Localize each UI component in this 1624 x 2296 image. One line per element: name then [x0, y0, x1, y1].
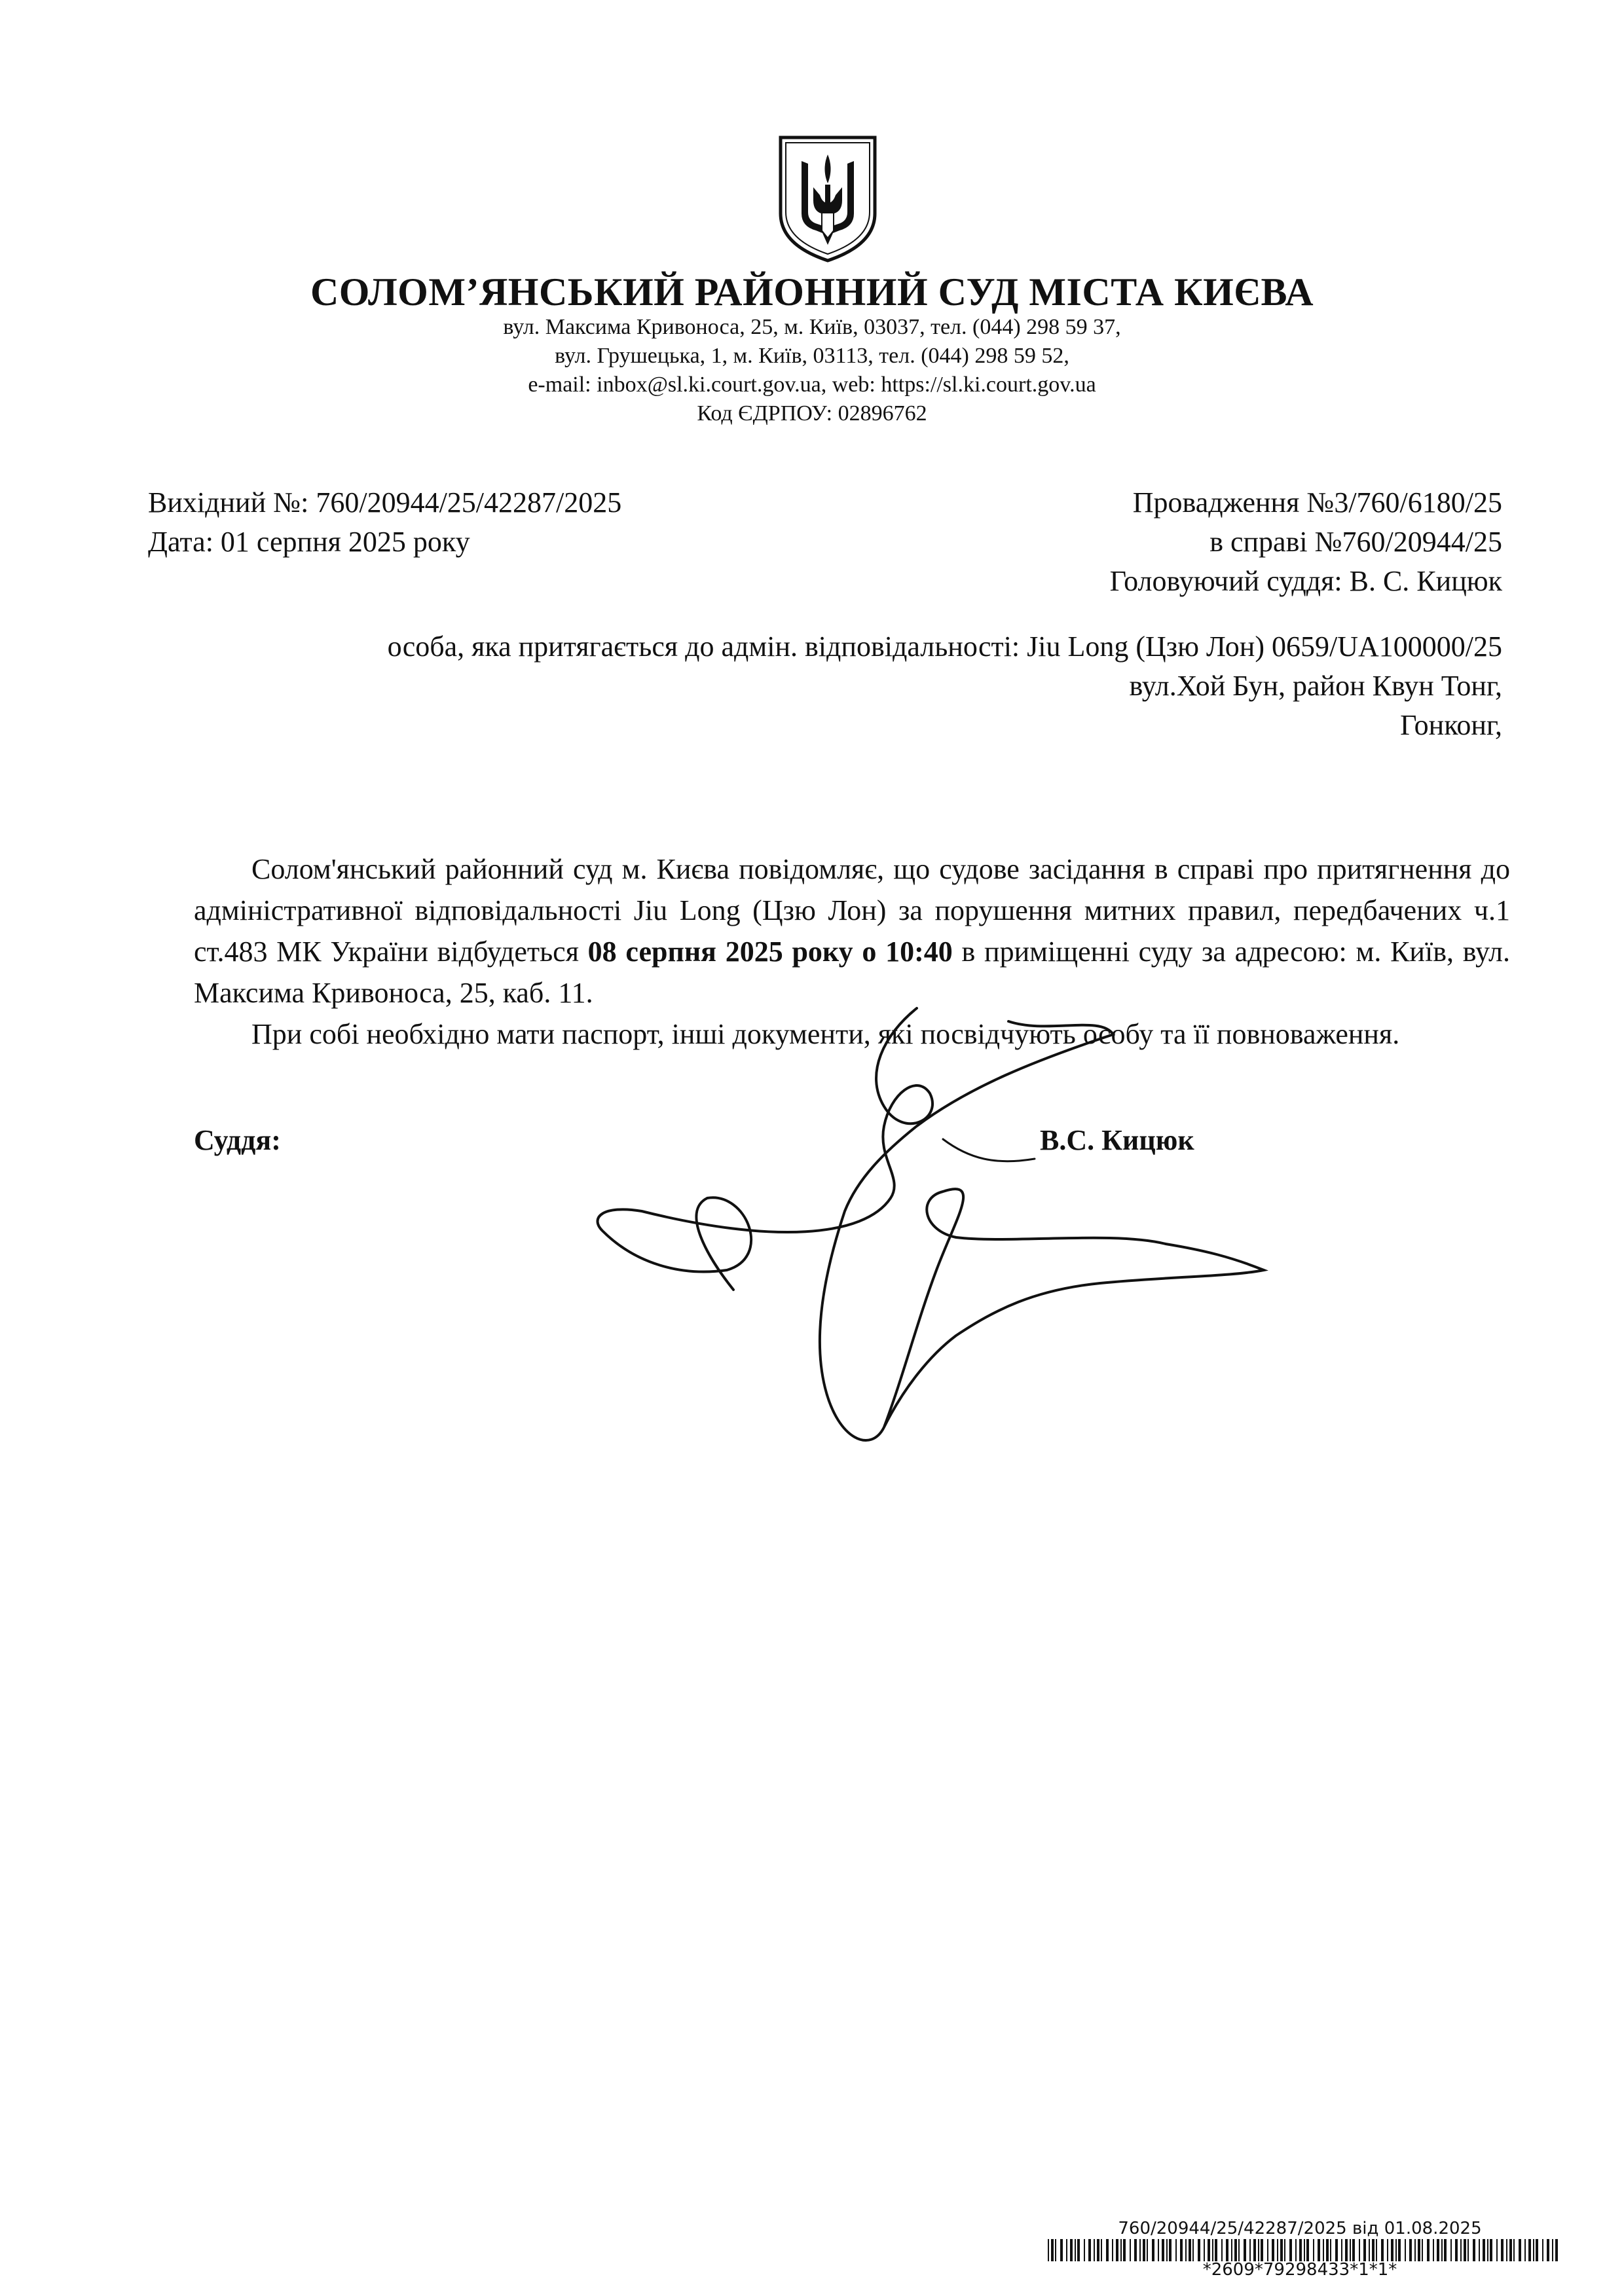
barcode-bar — [1204, 2239, 1205, 2261]
barcode-bar — [1391, 2239, 1393, 2261]
barcode-bar — [1192, 2239, 1194, 2261]
barcode-bar — [1473, 2239, 1475, 2261]
barcode-bar — [1479, 2239, 1480, 2261]
barcode-bar — [1304, 2239, 1305, 2261]
presiding-judge: Головуючий суддя: В. С. Кицюк — [1109, 565, 1502, 597]
barcode-bar — [1519, 2239, 1521, 2261]
barcode-bar — [1542, 2239, 1543, 2261]
barcode-bar — [1143, 2239, 1145, 2261]
barcode-bar — [1487, 2239, 1488, 2261]
barcode-bar — [1395, 2239, 1397, 2261]
barcode-bar — [1450, 2239, 1452, 2261]
barcode-bar — [1536, 2239, 1538, 2261]
barcode-bar — [1350, 2239, 1351, 2261]
barcode-bar — [1147, 2239, 1148, 2261]
barcode-bar — [1180, 2239, 1183, 2261]
barcode-bar — [1238, 2239, 1240, 2261]
barcode-bar — [1258, 2239, 1259, 2261]
barcode-bar — [1185, 2239, 1187, 2261]
barcode-bar — [1139, 2239, 1141, 2261]
barcode-bar — [1555, 2239, 1558, 2261]
barcode-bar — [1330, 2239, 1331, 2261]
barcode-code: *2609*79298433*1*1* — [1202, 2260, 1397, 2280]
barcode-bar — [1376, 2239, 1377, 2261]
case-number: в справі №760/20944/25 — [1209, 526, 1502, 558]
barcode-bar — [1363, 2239, 1366, 2261]
barcode-bar — [1272, 2239, 1274, 2261]
barcode-bar — [1335, 2239, 1338, 2261]
barcode-bar — [1101, 2239, 1102, 2261]
barcode-bar — [1460, 2239, 1462, 2261]
barcode-bar — [1130, 2239, 1131, 2261]
barcode-bar — [1158, 2239, 1159, 2261]
handwritten-signature — [576, 995, 1310, 1506]
barcode-bar — [1513, 2239, 1515, 2261]
barcode-bar — [1326, 2239, 1329, 2261]
barcode-bar — [1280, 2239, 1283, 2261]
barcode-bar — [1398, 2239, 1401, 2261]
barcode-bar — [1112, 2239, 1113, 2261]
barcode-bar — [1483, 2239, 1485, 2261]
barcode-bar — [1496, 2239, 1498, 2261]
barcode-bar — [1455, 2239, 1458, 2261]
barcode-bar — [1094, 2239, 1095, 2261]
barcode-bar — [1490, 2239, 1492, 2261]
barcode-bar — [1267, 2239, 1268, 2261]
court-name: СОЛОМ’ЯНСЬКИЙ РАЙОННИЙ СУД МІСТА КИЄВА — [310, 270, 1314, 314]
barcode-bar — [1070, 2239, 1073, 2261]
barcode-bar — [1323, 2239, 1324, 2261]
barcode-bar — [1524, 2239, 1526, 2261]
barcode-bar — [1088, 2239, 1091, 2261]
judge-name: В.С. Кицюк — [1040, 1124, 1194, 1156]
barcode-bar — [1299, 2239, 1302, 2261]
barcode-bar — [1226, 2239, 1228, 2261]
court-edrpou-line: Код ЄДРПОУ: 02896762 — [697, 401, 927, 426]
barcode-bar — [1123, 2239, 1126, 2261]
barcode-bar — [1116, 2239, 1118, 2261]
barcode-bar — [1221, 2239, 1223, 2261]
barcode-bar — [1075, 2239, 1076, 2261]
barcode-bar — [1249, 2239, 1251, 2261]
barcode-bar — [1295, 2239, 1297, 2261]
trident-icon — [777, 135, 879, 263]
barcode-bar — [1467, 2239, 1469, 2261]
barcode-bar — [1055, 2239, 1056, 2261]
barcode-bar — [1084, 2239, 1085, 2261]
barcode-bar — [1106, 2239, 1109, 2261]
barcode-bar — [1433, 2239, 1434, 2261]
barcode-bar — [1506, 2239, 1507, 2261]
notice-paragraph-1 — [194, 848, 1510, 1013]
barcode-bar — [1189, 2239, 1191, 2261]
barcode-bar — [1359, 2239, 1360, 2261]
barcode-bar — [1341, 2239, 1342, 2261]
barcode-bar — [1277, 2239, 1278, 2261]
barcode-bar — [1048, 2239, 1049, 2261]
barcode-bar — [1441, 2239, 1443, 2261]
barcode-bar — [1387, 2239, 1388, 2261]
barcode-bar — [1352, 2239, 1355, 2261]
addressee-line-1: особа, яка притягається до адмін. відповідальності: Jiu Long (Цзю Лон) 0659/UA100000/25 — [387, 630, 1502, 663]
barcode-bar — [1134, 2239, 1137, 2261]
barcode-bar — [1234, 2239, 1237, 2261]
barcode-bar — [1552, 2239, 1553, 2261]
barcode-bar — [1152, 2239, 1154, 2261]
barcode-bar — [1405, 2239, 1406, 2261]
barcode-bar — [1097, 2239, 1099, 2261]
barcode-bar — [1547, 2239, 1549, 2261]
barcode-bar — [1169, 2239, 1172, 2261]
court-address-line-1: вул. Максима Кривоноса, 25, м. Київ, 03037, тел. (044) 298 59 37, — [503, 315, 1121, 339]
barcode-bar — [1162, 2239, 1164, 2261]
barcode-bar — [1414, 2239, 1416, 2261]
barcode-bar — [1231, 2239, 1232, 2261]
barcode-bar — [1120, 2239, 1122, 2261]
hearing-datetime: 08 серпня 2025 року о 10:40 — [587, 936, 953, 968]
judge-label: Суддя: — [194, 1124, 281, 1156]
barcode-bar — [1060, 2239, 1063, 2261]
barcode-bar — [1369, 2239, 1370, 2261]
court-contacts-line: e-mail: inbox@sl.ki.court.gov.ua, web: https://sl.ki.court.gov.ua — [528, 373, 1096, 397]
document-date: Дата: 01 серпня 2025 року — [148, 526, 470, 558]
barcode-bar — [1212, 2239, 1213, 2261]
barcode-bar — [1381, 2239, 1384, 2261]
barcode-bar — [1427, 2239, 1430, 2261]
barcode-bar — [1284, 2239, 1285, 2261]
barcode-bar — [1175, 2239, 1177, 2261]
barcode-bar — [1318, 2239, 1320, 2261]
barcode-bar — [1372, 2239, 1375, 2261]
barcode-bar — [1528, 2239, 1531, 2261]
barcode-bar — [1533, 2239, 1534, 2261]
barcode-icon — [1048, 2239, 1559, 2261]
addressee-line-3: Гонконг, — [1400, 709, 1502, 741]
barcode-bar — [1166, 2239, 1168, 2261]
barcode-bar — [1418, 2239, 1420, 2261]
barcode-caption: 760/20944/25/42287/2025 від 01.08.2025 — [1118, 2219, 1482, 2238]
barcode-bar — [1501, 2239, 1504, 2261]
outgoing-number: Вихідний №: 760/20944/25/42287/2025 — [148, 486, 622, 519]
barcode-bar — [1509, 2239, 1512, 2261]
barcode-bar — [1289, 2239, 1292, 2261]
barcode-bar — [1215, 2239, 1217, 2261]
barcode-bar — [1261, 2239, 1263, 2261]
barcode-bar — [1066, 2239, 1067, 2261]
barcode-bar — [1345, 2239, 1348, 2261]
barcode-bar — [1244, 2239, 1246, 2261]
barcode-bar — [1409, 2239, 1412, 2261]
notice-text-2: в приміщенні суду за адресою: м. Київ, вул. Максима Кривоноса, 25, каб. 11. — [194, 936, 1510, 1009]
notice-text-1: Солом'янський районний суд м. Києва повідомляє, що судове засідання в справі про притягнення до адміністративної відповідальності Jiu Long (Цзю Лон) за порушення митних правил, передбачених ч.1 ст.483 МК України відбудеться — [194, 853, 1510, 968]
barcode-bar — [1437, 2239, 1439, 2261]
barcode-bar — [1208, 2239, 1210, 2261]
barcode-bar — [1313, 2239, 1314, 2261]
barcode-bar — [1077, 2239, 1080, 2261]
barcode-bar — [1253, 2239, 1256, 2261]
barcode-bar — [1422, 2239, 1423, 2261]
barcode-bar — [1051, 2239, 1054, 2261]
proceeding-number: Провадження №3/760/6180/25 — [1132, 486, 1502, 519]
barcode-bar — [1198, 2239, 1200, 2261]
barcode-bar — [1306, 2239, 1309, 2261]
addressee-line-2: вул.Хой Бун, район Квун Тонг, — [1129, 670, 1502, 702]
barcode-bar — [1464, 2239, 1466, 2261]
court-address-line-2: вул. Грушецька, 1, м. Київ, 03113, тел. (044) 298 59 52, — [555, 344, 1069, 368]
barcode-bar — [1444, 2239, 1447, 2261]
notice-text-3: При собі необхідно мати паспорт, інші документи, які посвідчують особу та її повноваження. — [251, 1018, 1400, 1050]
